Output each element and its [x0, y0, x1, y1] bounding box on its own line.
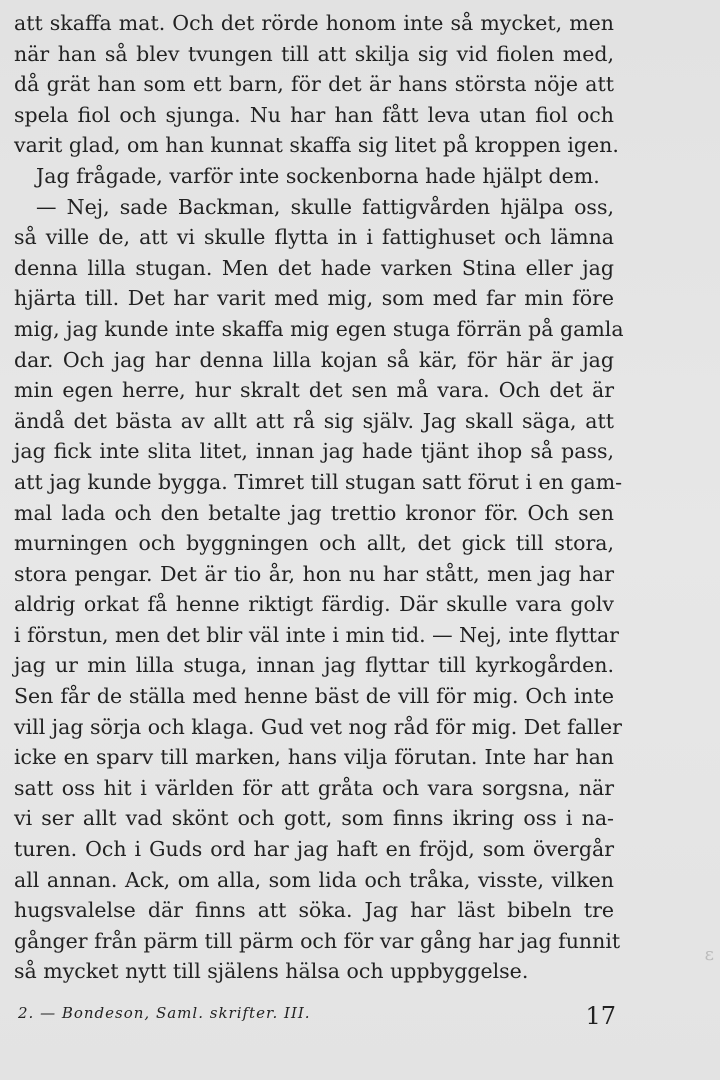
text-line: Sen får de ställa med henne bäst de vill för mig. Och inte	[14, 684, 614, 709]
text-line: jag ur min lilla stuga, innan jag flyttar till kyrkogården.	[14, 653, 614, 678]
page-footer	[18, 1000, 616, 1040]
page-number: 17	[585, 1002, 616, 1030]
text-line: vi ser allt vad skönt och gott, som finns ikring oss i na-	[14, 806, 614, 831]
text-line: satt oss hit i världen för att gråta och vara sorgsna, när	[14, 775, 614, 800]
text-line: då grät han som ett barn, för det är hans största nöje att	[14, 72, 614, 97]
text-line: aldrig orkat få henne riktigt färdig. Där skulle vara golv	[14, 592, 614, 617]
signature-mark: 2. — Bondeson, Saml. skrifter. III.	[18, 1004, 311, 1022]
text-line: all annan. Ack, om alla, som lida och tråka, visste, vilken	[14, 867, 614, 892]
text-line: att jag kunde bygga. Timret till stugan satt förut i en gam-	[14, 469, 623, 494]
text-line: gånger från pärm till pärm och för var gång har jag funnit	[14, 928, 621, 953]
text-line: att skaffa mat. Och det rörde honom inte så mycket, men	[14, 11, 614, 35]
margin-mark: ɛ	[704, 944, 714, 965]
text-line: varit glad, om han kunnat skaffa sig litet på kroppen igen.	[14, 133, 619, 158]
text-line: hugsvalelse där finns att söka. Jag har läst bibeln tre	[14, 898, 614, 923]
text-line: Jag frågade, varför inte sockenborna hade hjälpt dem.	[36, 163, 600, 188]
text-line: mal lada och den betalte jag trettio kronor för. Och sen	[14, 500, 614, 525]
text-line: stora pengar. Det är tio år, hon nu har stått, men jag har	[14, 561, 614, 586]
text-line: vill jag sörja och klaga. Gud vet nog råd för mig. Det faller	[14, 714, 622, 739]
text-line: turen. Och i Guds ord har jag haft en fröjd, som övergår	[14, 837, 614, 862]
text-line: dar. Och jag har denna lilla kojan så kär, för här är jag	[14, 347, 614, 372]
text-line: — Nej, sade Backman, skulle fattigvården hjälpa oss,	[36, 194, 614, 219]
text-line: hjärta till. Det har varit med mig, som med far min före	[14, 286, 614, 311]
text-line: jag fick inte slita litet, innan jag hade tjänt ihop så pass,	[14, 439, 614, 464]
text-line: murningen och byggningen och allt, det gick till stora,	[14, 531, 614, 556]
text-line: så ville de, att vi skulle flytta in i fattighuset och lämna	[14, 225, 614, 250]
text-line: så mycket nytt till själens hälsa och uppbyggelse.	[14, 959, 529, 984]
text-line: ändå det bästa av allt att rå sig själv. Jag skall säga, att	[14, 408, 614, 433]
text-line: när han så blev tvungen till att skilja sig vid fiolen med,	[14, 41, 614, 66]
text-line: mig, jag kunde inte skaffa mig egen stuga förrän på gamla	[14, 316, 624, 341]
text-line: i förstun, men det blir väl inte i min tid. — Nej, inte flyttar	[14, 622, 619, 647]
text-line: min egen herre, hur skralt det sen må vara. Och det är	[14, 378, 614, 403]
text-line: denna lilla stugan. Men det hade varken Stina eller jag	[14, 255, 614, 280]
text-line: spela fiol och sjunga. Nu har han fått leva utan fiol och	[14, 102, 614, 127]
text-line: icke en sparv till marken, hans vilja förutan. Inte har han	[14, 745, 614, 770]
body-text	[14, 8, 624, 987]
